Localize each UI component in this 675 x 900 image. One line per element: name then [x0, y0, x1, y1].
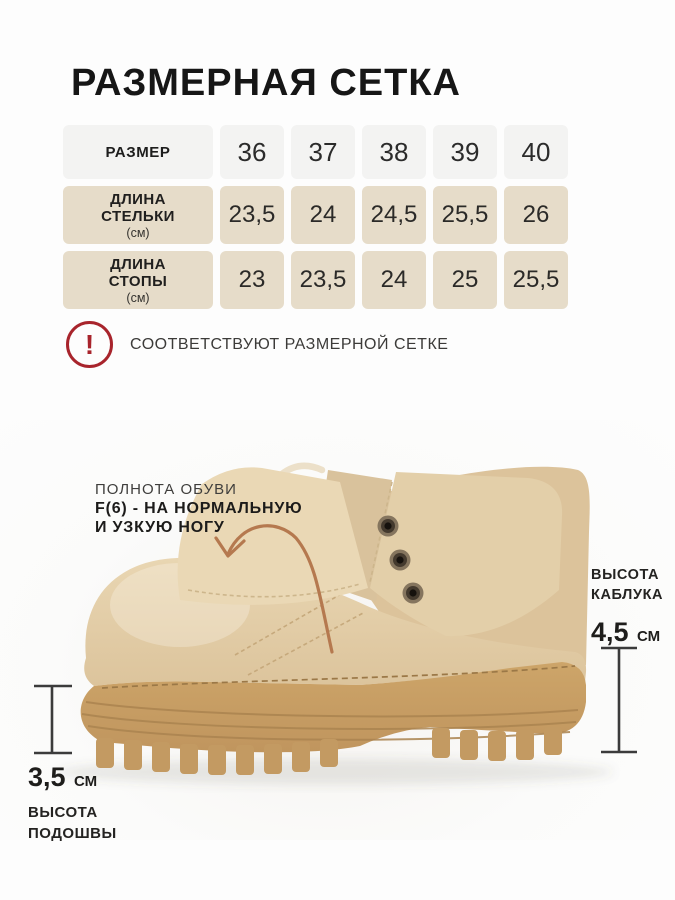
size-column-header: 38 [362, 125, 426, 179]
table-cell: 24 [291, 186, 355, 244]
sole-height-measure-icon [34, 686, 72, 753]
heel-value-number: 4,5 [591, 617, 629, 647]
table-header-size: РАЗМЕР [63, 125, 213, 179]
row-unit: (см) [126, 290, 150, 305]
fullness-line: ПОЛНОТА ОБУВИ [95, 481, 237, 498]
row-label-line: ДЛИНА [110, 190, 166, 208]
size-column-header: 40 [504, 125, 568, 179]
page-title: РАЗМЕРНАЯ СЕТКА [71, 62, 461, 104]
table-cell: 25,5 [504, 251, 568, 309]
exclamation-glyph: ! [84, 328, 95, 360]
fullness-line: F(6) - НА НОРМАЛЬНУЮ [95, 500, 303, 517]
table-cell: 24 [362, 251, 426, 309]
exclamation-circle-icon [66, 321, 113, 368]
sole-height-annotation [28, 762, 117, 844]
size-column-header: 36 [220, 125, 284, 179]
size-table [63, 125, 568, 309]
row-label-insole-length [63, 186, 213, 244]
heel-height-measure-icon [601, 648, 637, 752]
table-cell: 23,5 [291, 251, 355, 309]
table-cell: 23 [220, 251, 284, 309]
heel-height-annotation [591, 565, 663, 648]
table-cell: 24,5 [362, 186, 426, 244]
table-cell: 25,5 [433, 186, 497, 244]
size-column-header: 39 [433, 125, 497, 179]
row-label-line: ДЛИНА [110, 255, 166, 273]
sole-value-unit: СМ [74, 773, 98, 790]
table-cell: 26 [504, 186, 568, 244]
sole-label-line2: ПОДОШВЫ [28, 825, 117, 842]
row-label-line: СТОПЫ [108, 272, 168, 290]
row-label-line: СТЕЛЬКИ [101, 207, 175, 225]
table-cell: 23,5 [220, 186, 284, 244]
size-column-header: 37 [291, 125, 355, 179]
fullness-line: И УЗКУЮ НОГУ [95, 519, 225, 536]
sole-label-line1: ВЫСОТА [28, 804, 98, 821]
size-grid-notice [66, 321, 448, 368]
heel-label-line: КАБЛУКА [591, 587, 664, 603]
row-unit: (см) [126, 225, 150, 240]
table-cell: 25 [433, 251, 497, 309]
sole-value [28, 762, 117, 793]
row-label-foot-length [63, 251, 213, 309]
heel-label-line: ВЫСОТА [591, 567, 660, 583]
notice-text: СООТВЕТСТВУЮТ РАЗМЕРНОЙ СЕТКЕ [130, 335, 449, 353]
sole-value-number: 3,5 [28, 762, 66, 792]
fullness-annotation [95, 480, 302, 537]
heel-value [591, 617, 663, 648]
sole-label-line [28, 802, 117, 844]
heel-value-unit: СМ [637, 628, 661, 645]
